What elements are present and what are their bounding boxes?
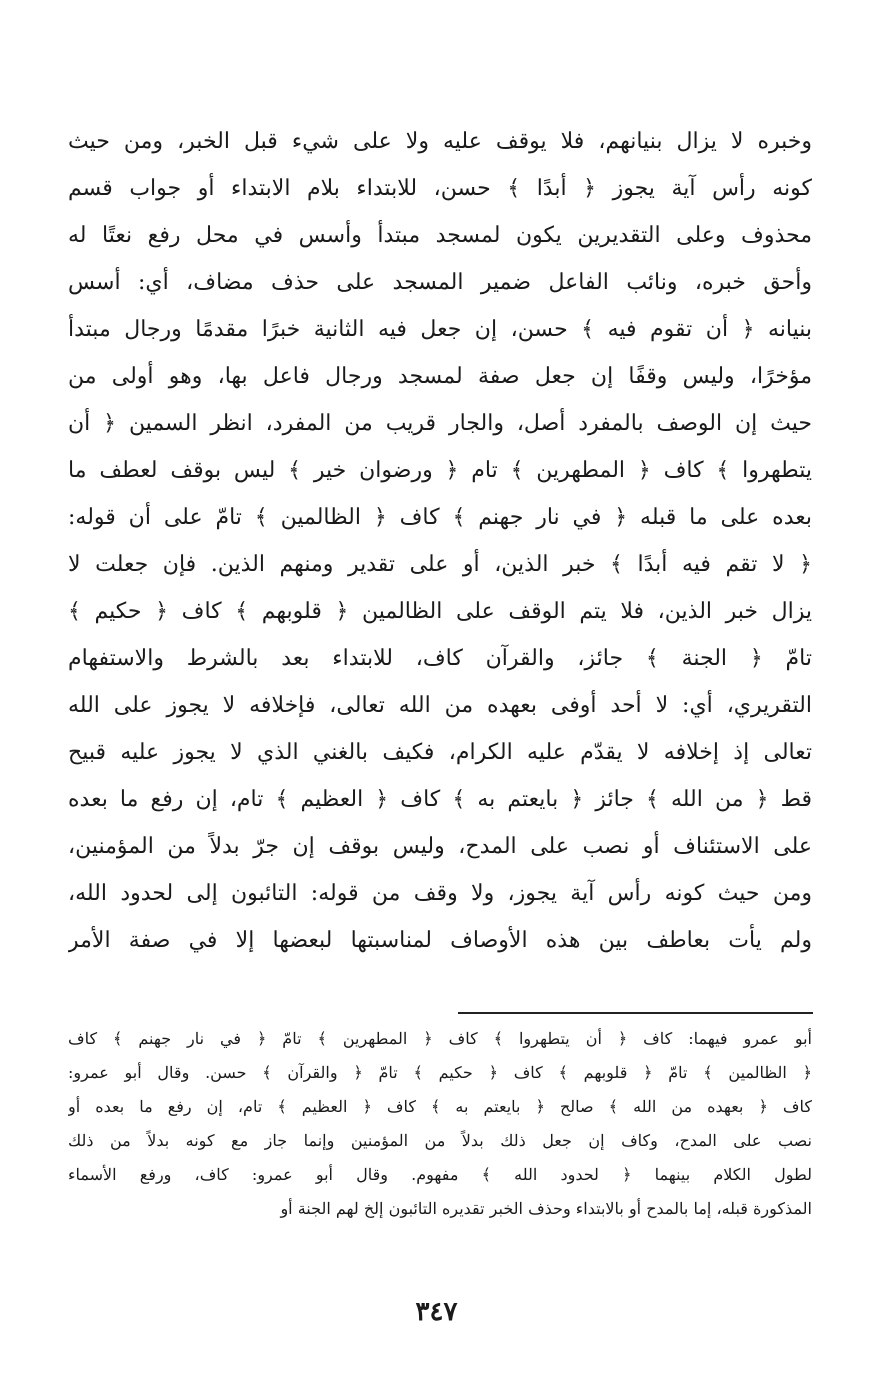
main-text-line: على الاستئناف أو نصب على المدح، وليس بوقف إن جرّ بدلاً من المؤمنين، [68, 834, 812, 859]
footnote-line: نصب على المدح، وكاف إن جعل ذلك بدلاً من المؤمنين وإنما جاز مع كونه بدلاً من ذلك [68, 1131, 812, 1150]
main-text-line: وأحق خبره، ونائب الفاعل ضمير المسجد على حذف مضاف، أي: أسس [68, 270, 812, 295]
main-text-line: يتطهروا ﴾ كاف ﴿ المطهرين ﴾ تام ﴿ ورضوان خير ﴾ ليس بوقف لعطف ما [68, 458, 812, 483]
footnotes-section [68, 1022, 812, 1226]
main-text-line: ومن حيث كونه رأس آية يجوز، ولا وقف من قوله: التائبون إلى لحدود الله، [68, 881, 812, 906]
footnote-line: ﴿ الظالمين ﴾ تامّ ﴿ قلوبهم ﴾ كاف ﴿ حكيم ﴾ تامّ ﴿ والقرآن ﴾ حسن. وقال أبو عمرو: [68, 1063, 812, 1082]
main-text-line: بعده على ما قبله ﴿ في نار جهنم ﴾ كاف ﴿ الظالمين ﴾ تامّ على أن قوله: [68, 505, 812, 530]
page-number: ٣٤٧ [415, 1297, 458, 1327]
main-text-line: كونه رأس آية يجوز ﴿ أبدًا ﴾ حسن، للابتداء بلام الابتداء أو جواب قسم [68, 176, 812, 201]
footnote-separator-rule [458, 1012, 813, 1014]
main-text-line: محذوف وعلى التقديرين يكون لمسجد مبتدأ وأسس في محل رفع نعتًا له [68, 223, 812, 248]
footnote-line: كاف ﴿ بعهده من الله ﴾ صالح ﴿ بايعتم به ﴾ كاف ﴿ العظيم ﴾ تام، إن رفع ما بعده أو [68, 1097, 812, 1116]
main-text-line: تامّ ﴿ الجنة ﴾ جائز، والقرآن كاف، للابتداء بعد بالشرط والاستفهام [68, 646, 812, 671]
footnote-line: المذكورة قبله، إما بالمدح أو بالابتداء وحذف الخبر تقديره التائبون إلخ لهم الجنة أو [280, 1199, 812, 1218]
main-text-line: التقريري، أي: لا أحد أوفى بعهده من الله تعالى، فإخلافه لا يجوز على الله [68, 693, 812, 718]
main-text-body [68, 118, 812, 964]
footnote-line: أبو عمرو فيهما: كاف ﴿ أن يتطهروا ﴾ كاف ﴿ المطهرين ﴾ تامّ ﴿ في نار جهنم ﴾ كاف [68, 1029, 812, 1048]
main-text-line: وخبره لا يزال بنيانهم، فلا يوقف عليه ولا على شيء قبل الخبر، ومن حيث [68, 129, 812, 154]
footnote-line: لطول الكلام بينهما ﴿ لحدود الله ﴾ مفهوم. وقال أبو عمرو: كاف، ورفع الأسماء [68, 1165, 812, 1184]
main-text-line: ولم يأت بعاطف بين هذه الأوصاف لمناسبتها لبعضها إلا في صفة الأمر [68, 928, 812, 953]
main-text-line: قط ﴿ من الله ﴾ جائز ﴿ بايعتم به ﴾ كاف ﴿ العظيم ﴾ تام، إن رفع ما بعده [68, 787, 812, 812]
main-text-line: يزال خبر الذين، فلا يتم الوقف على الظالمين ﴿ قلوبهم ﴾ كاف ﴿ حكيم ﴾ [68, 599, 812, 624]
main-text-line: بنيانه ﴿ أن تقوم فيه ﴾ حسن، إن جعل فيه الثانية خبرًا مقدمًا ورجال مبتدأ [68, 317, 812, 342]
main-text-line: تعالى إذ إخلافه لا يقدّم عليه الكرام، فكيف بالغني الذي لا يجوز عليه قبيح [68, 740, 812, 765]
main-text-line: مؤخرًا، وليس وقفًا إن جعل صفة لمسجد ورجال فاعل بها، وهو أولى من [68, 364, 812, 389]
main-text-line: حيث إن الوصف بالمفرد أصل، والجار قريب من المفرد، انظر السمين ﴿ أن [68, 411, 812, 436]
main-text-line: ﴿ لا تقم فيه أبدًا ﴾ خبر الذين، أو على تقدير ومنهم الذين. فإن جعلت لا [68, 552, 812, 577]
